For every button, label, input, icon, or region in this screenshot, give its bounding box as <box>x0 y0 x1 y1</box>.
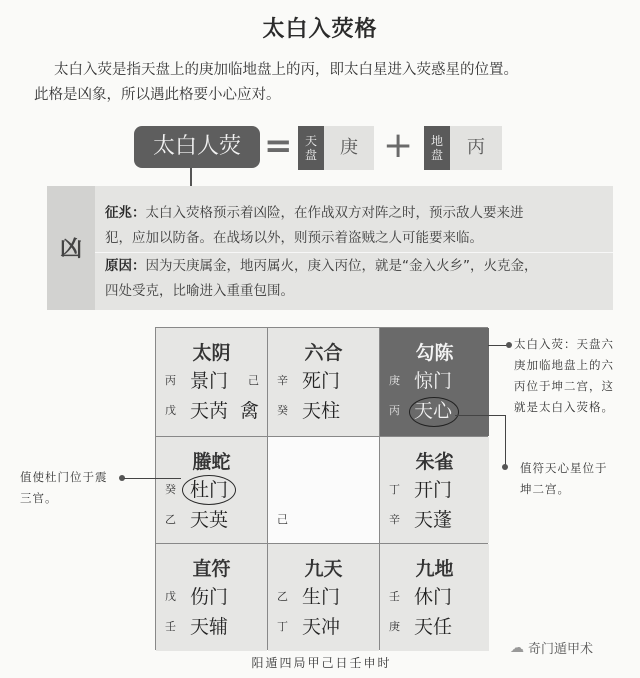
earth-tag-char-2: 盘 <box>430 148 443 162</box>
watermark <box>510 638 593 657</box>
highlight-oval <box>182 475 236 505</box>
heaven-stem: 庚 <box>389 620 400 633</box>
star-label: 天蓬 <box>414 509 453 531</box>
leader-line <box>124 478 181 479</box>
intro-line-2: 此格是凶象，所以遇此格要小心应对。 <box>34 87 281 103</box>
palace-gen-8 <box>156 544 267 651</box>
door-label: 惊门 <box>414 370 453 392</box>
earth-stem: 戊 <box>165 590 176 603</box>
earth-tag-char-1: 地 <box>430 134 443 148</box>
annotation-line: 三官。 <box>20 491 58 505</box>
deity-label: 勾陈 <box>415 342 454 364</box>
palace-kan-1 <box>268 544 379 651</box>
center-stem: 己 <box>277 513 288 526</box>
heaven-tag-char-2: 盘 <box>304 148 317 162</box>
heaven-plate-value: 庚 <box>324 126 374 170</box>
annotation-taibai <box>514 334 640 418</box>
annotation-line: 就是太白入荧格。 <box>514 400 614 414</box>
heaven-tag-char-1: 天 <box>304 134 317 148</box>
palace-center-5 <box>268 437 379 543</box>
reason-text <box>105 254 605 304</box>
omen-line-1: 太白入荧格预示着凶险，在作战双方对阵之时，预示敌人要来进 <box>145 205 524 221</box>
qimen-palace-grid <box>155 327 488 650</box>
door-label: 死门 <box>302 370 341 392</box>
verdict-label: 凶 <box>59 237 82 262</box>
star-label: 天冲 <box>302 616 341 638</box>
star-label: 天芮 <box>190 400 229 422</box>
annotation-line: 丙位于坤二宫，这 <box>514 379 614 393</box>
chart-caption: 阳遁四局甲己日壬申时 <box>251 656 392 670</box>
leader-line <box>488 345 508 346</box>
palace-xun-4 <box>156 328 267 436</box>
earth-stem: 庚 <box>389 374 400 387</box>
annotation-zhifu <box>520 458 635 500</box>
earth-stem: 丁 <box>389 483 400 496</box>
deity-label: 九天 <box>304 558 343 580</box>
annotation-line: 庚加临地盘上的六 <box>514 358 614 372</box>
earth-stem: 丙 <box>165 374 176 387</box>
star-label: 天英 <box>190 509 229 531</box>
annotation-line: 值符天心星位于 <box>520 461 608 475</box>
heaven-stem: 丙 <box>389 404 400 417</box>
deity-label: 太阴 <box>192 342 231 364</box>
annotation-zhishi <box>20 467 130 509</box>
leader-dot <box>506 342 512 348</box>
leader-dot <box>502 464 508 470</box>
star-label: 天辅 <box>190 616 229 638</box>
leader-line <box>455 415 506 416</box>
star-label: 天心 <box>414 400 453 422</box>
deity-label: 螣蛇 <box>192 451 231 473</box>
deity-label: 朱雀 <box>415 451 454 473</box>
annotation-line: 太白入荧：天盘六 <box>514 337 614 351</box>
earth-plate-tag <box>424 126 450 170</box>
palace-li-9 <box>268 328 379 436</box>
page-title: 太白入荧格 <box>262 17 378 42</box>
door-label: 开门 <box>414 479 453 501</box>
reason-line-1: 因为天庚属金，地丙属火，庚入丙位，就是“金入火乡”，火克金， <box>145 258 538 274</box>
deity-label: 直符 <box>192 558 231 580</box>
earth-stem: 癸 <box>165 483 176 496</box>
reason-label: 原因： <box>105 258 146 274</box>
connector-line <box>190 168 192 188</box>
intro-line-1: 太白入荧是指天盘上的庚加临地盘上的丙，即太白星进入荧惑星的位置。 <box>54 62 518 78</box>
annotation-line: 值使杜门位于震 <box>20 470 108 484</box>
door-label: 景门 <box>190 370 229 392</box>
extra-stem: 己 <box>248 374 259 387</box>
palace-kun-2-highlighted <box>380 328 489 436</box>
reason-line-2: 四处受克，比喻进入重重包围。 <box>105 283 294 299</box>
palace-qian-6 <box>380 544 489 651</box>
palace-zhen-3 <box>156 437 267 543</box>
earth-stem: 辛 <box>277 374 288 387</box>
watermark-text: 奇门遁甲术 <box>528 642 594 657</box>
equals-sign: = <box>264 126 293 166</box>
omen-text <box>105 201 605 251</box>
omen-label: 征兆： <box>105 205 146 221</box>
door-label: 休门 <box>414 586 453 608</box>
door-label: 伤门 <box>190 586 229 608</box>
palace-dui-7 <box>380 437 489 543</box>
heaven-stem: 辛 <box>389 513 400 526</box>
heaven-stem: 戊 <box>165 404 176 417</box>
intro-paragraph <box>34 58 614 108</box>
formula-pattern-name: 太白人荧 <box>134 126 260 168</box>
heaven-stem: 壬 <box>165 620 176 633</box>
earth-stem: 壬 <box>389 590 400 603</box>
omen-line-2: 犯，应加以防备。在战场以外，则预示着盗贼之人可能要来临。 <box>105 230 483 246</box>
deity-label: 九地 <box>415 558 454 580</box>
annotation-line: 坤二宫。 <box>520 482 570 496</box>
heaven-stem: 丁 <box>277 620 288 633</box>
door-label: 杜门 <box>190 479 229 501</box>
heaven-plate-tag <box>298 126 324 170</box>
earth-stem: 乙 <box>277 590 288 603</box>
earth-plate-value: 丙 <box>450 126 502 170</box>
highlight-oval <box>409 397 459 427</box>
star-label: 天任 <box>414 616 453 638</box>
door-label: 生门 <box>302 586 341 608</box>
extra-star: 禽 <box>239 400 259 422</box>
star-label: 天柱 <box>302 400 341 422</box>
plus-sign: + <box>383 125 414 166</box>
leader-line <box>505 415 506 467</box>
wechat-icon: ☁ <box>510 639 524 656</box>
heaven-stem: 癸 <box>277 404 288 417</box>
deity-label: 六合 <box>304 342 343 364</box>
info-divider <box>95 252 613 253</box>
heaven-stem: 乙 <box>165 513 176 526</box>
